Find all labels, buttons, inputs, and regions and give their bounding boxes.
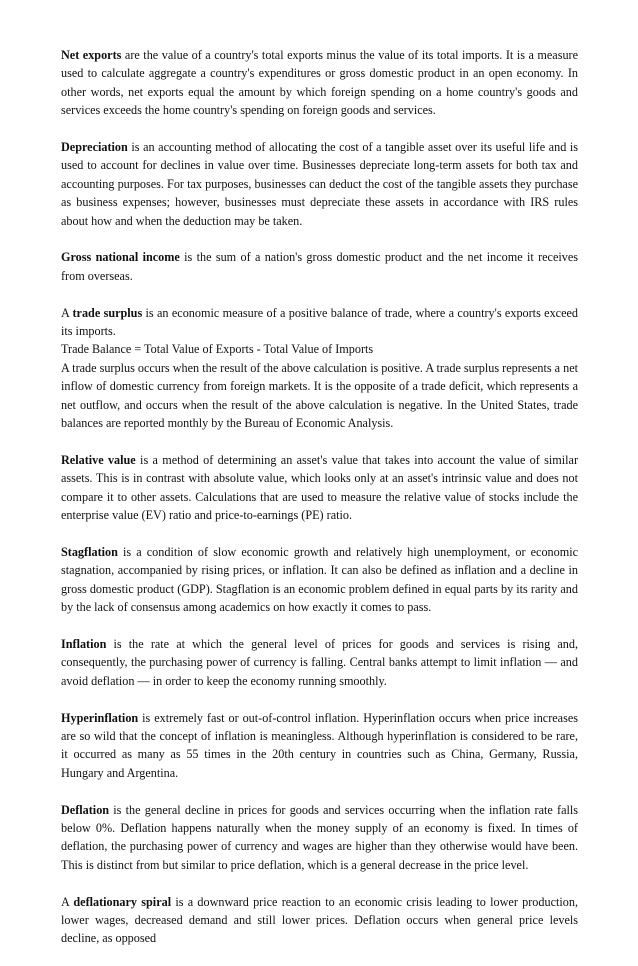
term-heading: deflationary spiral: [73, 894, 172, 909]
definition-text: is a downward price reaction to an economic crisis leading to lower production, lower wages, decreased demand and still lower prices. Deflation occurs when general price levels decline, as opposed: [61, 894, 579, 946]
definition-text: is the rate at which the general level of prices for goods and services is rising and, consequently, the purchasing power of currency is falling. Central banks attempt to limit inflation — and avoid deflation — in order to keep the economy running smoothly.: [61, 636, 578, 688]
definition-text: is a method of determining an asset's value that takes into account the value of similar assets. This is in contrast with absolute value, which looks only at an asset's intrinsic value and does not compare it to other assets. Calculations that are used to measure the relative value of stocks include the enterprise value (EV) ratio and price-to-earnings (PE) ratio.: [61, 452, 578, 523]
paragraph-text: [61, 248, 578, 285]
definition-text: is the general decline in prices for goods and services occurring when the inflation rate falls below 0%. Deflation happens naturally when the money supply of an economy is fixed. In times of deflation, the purchasing power of currency and wages are higher than they otherwise would have been. This is distinct from but similar to price deflation, which is a general decrease in the price level.: [61, 802, 578, 872]
article-text: A: [61, 894, 74, 909]
definition-text: is an accounting method of allocating the cost of a tangible asset over its useful life and is used to account for declines in value over time. Businesses depreciate long-term assets for both tax and accounting purposes. For tax purposes, businesses can deduct the cost of the tangible assets they purchase as business expenses; however, businesses must depreciate these assets in accordance with IRS rules about how and when the deduction may be taken.: [61, 140, 578, 228]
paragraph-text: [61, 893, 578, 948]
definition-text: is extremely fast or out-of-control inflation. Hyperinflation occurs when price increases are so wild that the concept of inflation is meaningless. Although hyperinflation is considered to be rare, it occurred as many as 55 times in the 20th century in countries such as China, Germany, Russia, Hungary and Argentina.: [61, 710, 578, 780]
paragraph-text: [61, 304, 578, 341]
definition-text: is the sum of a nation's gross domestic product and the net income it receives from overseas.: [61, 250, 578, 283]
paragraph-gross-national-income: [61, 248, 578, 285]
paragraph-text: [61, 801, 578, 875]
term-heading: Deflation: [61, 802, 110, 817]
paragraph-depreciation: [61, 138, 578, 230]
term-heading: Net exports: [61, 48, 122, 62]
paragraph-text: [61, 46, 578, 120]
term-heading: Gross national income: [61, 250, 180, 265]
paragraph-inflation: [61, 635, 578, 690]
term-heading: Hyperinflation: [61, 710, 139, 725]
document-page: [61, 46, 578, 966]
term-heading: Depreciation: [61, 140, 128, 155]
paragraph-relative-value: [61, 451, 578, 525]
definition-text: is a condition of slow economic growth and relatively high unemployment, or economic stagnation, accompanied by rising prices, or inflation. It can also be defined as inflation and a decline in gross domestic product (GDP). Stagflation is an economic problem defined in equal parts by its rarity and by the lack of consensus among academics on how exactly it comes to pass.: [61, 544, 578, 615]
paragraph-text: A trade surplus occurs when the result of the above calculation is positive. A trade surplus represents a net inflow of domestic currency from foreign markets. It is the opposite of a trade deficit, which represents a net outflow, and occurs when the result of the above calculation is negative. In the United States, trade balances are reported monthly by the Bureau of Economic Analysis.: [61, 360, 578, 431]
paragraph-net-exports: [61, 46, 578, 120]
paragraph-stagflation: [61, 543, 578, 617]
formula-text: Trade Balance = Total Value of Exports - Total Value of Imports: [61, 342, 374, 357]
term-heading: Inflation: [61, 636, 107, 651]
article-text: A: [61, 305, 73, 320]
paragraph-hyperinflation: [61, 709, 578, 783]
term-heading: Relative value: [61, 452, 136, 467]
paragraph-deflationary-spiral: [61, 893, 578, 948]
definition-text: is an economic measure of a positive balance of trade, where a country's exports exceed its imports.: [61, 305, 578, 339]
paragraph-text: [61, 709, 578, 783]
paragraph-text: [61, 543, 578, 617]
paragraph-text: [61, 138, 578, 230]
term-heading: Stagflation: [61, 544, 118, 559]
term-heading: trade surplus: [72, 305, 143, 320]
paragraph-text: [61, 635, 578, 690]
definition-text: are the value of a country's total exports minus the value of its total imports. It is a measure used to calculate aggregate a country's expenditures or gross domestic product in an open economy. In other words, net exports equal the amount by which foreign spending on a home country's goods and services exceeds the home country's spending on foreign goods and services.: [61, 48, 578, 118]
paragraph-trade-surplus: [61, 304, 578, 433]
paragraph-text: [61, 451, 578, 525]
paragraph-deflation: [61, 801, 578, 875]
